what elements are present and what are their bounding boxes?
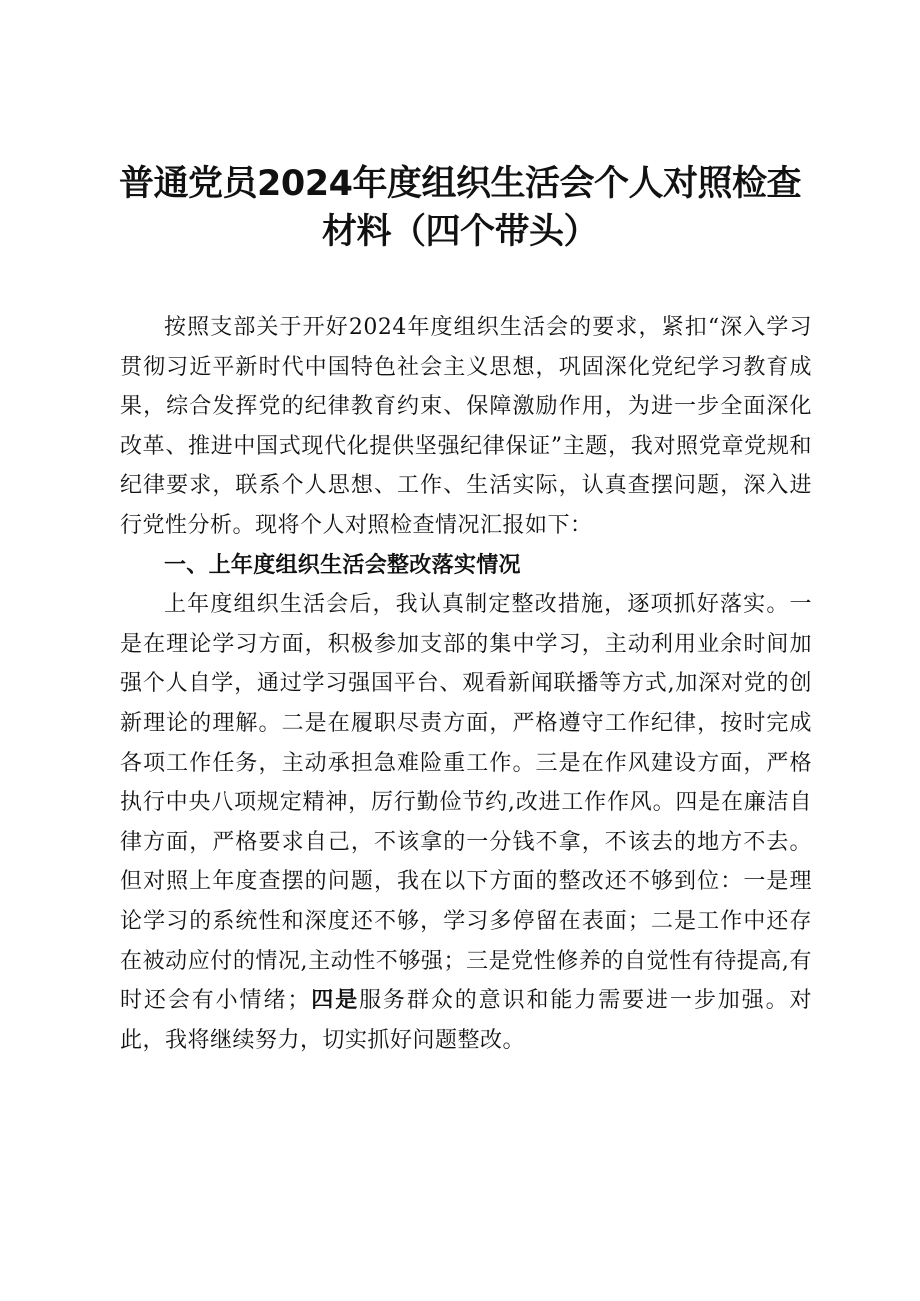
section1-text-part1: 上年度组织生活会后，我认真制定整改措施，逐项抓好落实。一是在理论学习方面，积极参加支部的集中学习，主动利用业余时间加强个人自学，通过学习强国平台、观看新闻联播等方式,加深对党的创新理论的理解。二是在履职尽责方面，严格遵守工作纪律，按时完成各项工作任务，主动承担急难险重工作。三是在作风建设方面，严格执行中央八项规定精神，厉行勤俭节约,改进工作作风。四是在廉洁自律方面，严格要求自己，不该拿的一分钱不拿，不该去的地方不去。但对照上年度查摆的问题，我在以下方面的整改还不够到位：一是理论学习的系统性和深度还不够，学习多停留在表面；二是工作中还存在被动应付的情况,主动性不够强；三是党性修养的自觉性有待提高,有时还会有小情绪； — [120, 592, 812, 1014]
title-line-1: 普通党员2024年度组织生活会个人对照检查 — [119, 164, 801, 204]
document-body — [120, 308, 812, 1060]
section1-paragraph — [120, 585, 812, 1060]
title-line-2: 材料（四个带头） — [321, 212, 598, 252]
section-heading-1: 一、上年度组织生活会整改落实情况 — [164, 552, 521, 578]
section1-emphasis: 四是 — [309, 988, 360, 1014]
section1-text-part2: 服务群众的意识和能力需要进一步加强。对此，我将继续努力，切实抓好问题整改。 — [120, 988, 812, 1053]
document-title — [110, 160, 810, 256]
intro-paragraph: 按照支部关于开好2024年度组织生活会的要求，紧扣“深入学习贯彻习近平新时代中国特色社会主义思想，巩固深化党纪学习教育成果，综合发挥党的纪律教育约束、保障激励作用，为进一步全面深化改革、推进中国式现代化提供坚强纪律保证”主题，我对照党章党规和纪律要求，联系个人思想、工作、生活实际，认真查摆问题，深入进行党性分析。现将个人对照检查情况汇报如下： — [120, 315, 812, 538]
